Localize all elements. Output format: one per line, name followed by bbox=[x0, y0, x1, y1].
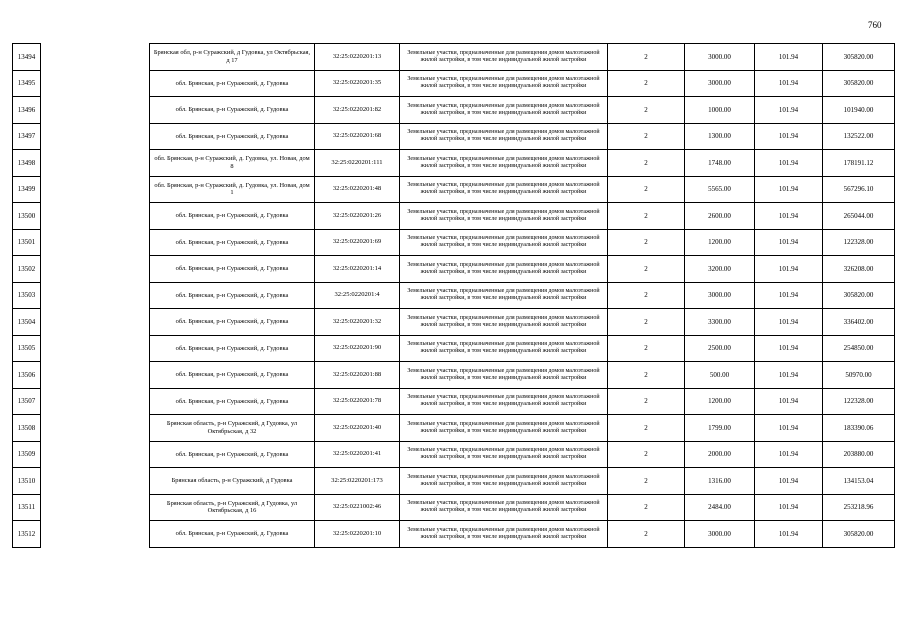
specific-value-cell: 101.94 bbox=[755, 494, 823, 521]
page-number: 760 bbox=[868, 20, 882, 30]
land-use-description-cell: Земельные участки, предназначенные для размещения домов малоэтажной жилой застройки, в том числе индивидуальной жилой застройки bbox=[400, 468, 608, 495]
table-row bbox=[150, 256, 895, 283]
land-use-description-cell: Земельные участки, предназначенные для размещения домов малоэтажной жилой застройки, в том числе индивидуальной жилой застройки bbox=[400, 176, 608, 203]
group-cell: 2 bbox=[608, 521, 685, 548]
table-row bbox=[150, 468, 895, 495]
cadastral-value-cell: 326208.00 bbox=[823, 256, 895, 283]
cadastral-value-cell: 336402.00 bbox=[823, 309, 895, 336]
cadastral-value-cell: 305820.00 bbox=[823, 521, 895, 548]
record-id-cell: 13494 bbox=[13, 44, 41, 71]
address-cell: обл. Брянская, р-н Суражский, д. Гудовка bbox=[150, 229, 315, 256]
group-cell: 2 bbox=[608, 203, 685, 230]
table-row bbox=[13, 70, 41, 97]
land-use-description-cell: Земельные участки, предназначенные для размещения домов малоэтажной жилой застройки, в том числе индивидуальной жилой застройки bbox=[400, 388, 608, 415]
table-row bbox=[150, 203, 895, 230]
land-plot-table bbox=[149, 43, 895, 548]
table-row bbox=[13, 415, 41, 442]
table-row bbox=[150, 229, 895, 256]
table-row bbox=[13, 362, 41, 389]
group-cell: 2 bbox=[608, 309, 685, 336]
area-cell: 1316.00 bbox=[685, 468, 755, 495]
group-cell: 2 bbox=[608, 256, 685, 283]
cadastral-number-cell: 32:25:0220201:14 bbox=[315, 256, 400, 283]
cadastral-number-cell: 32:25:0220201:41 bbox=[315, 441, 400, 468]
table-row bbox=[13, 494, 41, 521]
cadastral-number-cell: 32:25:0220201:68 bbox=[315, 123, 400, 150]
cadastral-number-cell: 32:25:0220201:48 bbox=[315, 176, 400, 203]
cadastral-number-cell: 32:25:0220201:82 bbox=[315, 97, 400, 124]
address-cell: обл. Брянская, р-н Суражский, д. Гудовка bbox=[150, 521, 315, 548]
cadastral-value-cell: 567296.10 bbox=[823, 176, 895, 203]
specific-value-cell: 101.94 bbox=[755, 97, 823, 124]
cadastral-number-cell: 32:25:0220201:69 bbox=[315, 229, 400, 256]
land-use-description-cell: Земельные участки, предназначенные для размещения домов малоэтажной жилой застройки, в том числе индивидуальной жилой застройки bbox=[400, 97, 608, 124]
address-cell: Брянская обл, р-н Суражский, д Гудовка, ул Октябрьская, д 17 bbox=[150, 44, 315, 71]
land-use-description-cell: Земельные участки, предназначенные для размещения домов малоэтажной жилой застройки, в том числе индивидуальной жилой застройки bbox=[400, 203, 608, 230]
table-row bbox=[13, 44, 41, 71]
cadastral-value-cell: 305820.00 bbox=[823, 282, 895, 309]
table-row bbox=[13, 176, 41, 203]
cadastral-number-cell: 32:25:0221002:46 bbox=[315, 494, 400, 521]
address-cell: Брянская область, р-н Суражский, д Гудовка, ул Октябрьская, д 16 bbox=[150, 494, 315, 521]
specific-value-cell: 101.94 bbox=[755, 309, 823, 336]
table-row bbox=[13, 256, 41, 283]
record-id-cell: 13499 bbox=[13, 176, 41, 203]
record-id-cell: 13508 bbox=[13, 415, 41, 442]
record-id-cell: 13507 bbox=[13, 388, 41, 415]
cadastral-value-cell: 265044.00 bbox=[823, 203, 895, 230]
table-row bbox=[150, 388, 895, 415]
address-cell: обл. Брянская, р-н Суражский, д. Гудовка bbox=[150, 203, 315, 230]
land-use-description-cell: Земельные участки, предназначенные для размещения домов малоэтажной жилой застройки, в том числе индивидуальной жилой застройки bbox=[400, 441, 608, 468]
cadastral-value-cell: 305820.00 bbox=[823, 44, 895, 71]
address-cell: обл. Брянская, р-н Суражский, д. Гудовка bbox=[150, 123, 315, 150]
table-row bbox=[13, 123, 41, 150]
record-id-cell: 13495 bbox=[13, 70, 41, 97]
group-cell: 2 bbox=[608, 388, 685, 415]
cadastral-number-cell: 32:25:0220201:4 bbox=[315, 282, 400, 309]
group-cell: 2 bbox=[608, 229, 685, 256]
table-row bbox=[13, 282, 41, 309]
cadastral-number-cell: 32:25:0220201:78 bbox=[315, 388, 400, 415]
specific-value-cell: 101.94 bbox=[755, 335, 823, 362]
record-id-cell: 13505 bbox=[13, 335, 41, 362]
table-row bbox=[13, 203, 41, 230]
area-cell: 3000.00 bbox=[685, 44, 755, 71]
specific-value-cell: 101.94 bbox=[755, 362, 823, 389]
record-id-cell: 13497 bbox=[13, 123, 41, 150]
cadastral-number-cell: 32:25:0220201:88 bbox=[315, 362, 400, 389]
group-cell: 2 bbox=[608, 335, 685, 362]
cadastral-value-cell: 122328.00 bbox=[823, 229, 895, 256]
address-cell: обл. Брянская, р-н Суражский, д. Гудовка bbox=[150, 309, 315, 336]
table-row bbox=[150, 415, 895, 442]
record-id-cell: 13511 bbox=[13, 494, 41, 521]
cadastral-value-cell: 254850.00 bbox=[823, 335, 895, 362]
record-id-cell: 13501 bbox=[13, 229, 41, 256]
table-row bbox=[150, 494, 895, 521]
specific-value-cell: 101.94 bbox=[755, 70, 823, 97]
address-cell: обл. Брянская, р-н Суражский, д. Гудовка bbox=[150, 97, 315, 124]
cadastral-number-cell: 32:25:0220201:13 bbox=[315, 44, 400, 71]
record-id-cell: 13498 bbox=[13, 150, 41, 177]
address-cell: обл. Брянская, р-н Суражский, д. Гудовка bbox=[150, 362, 315, 389]
specific-value-cell: 101.94 bbox=[755, 468, 823, 495]
table-row bbox=[150, 521, 895, 548]
cadastral-value-cell: 203880.00 bbox=[823, 441, 895, 468]
area-cell: 3200.00 bbox=[685, 256, 755, 283]
group-cell: 2 bbox=[608, 123, 685, 150]
cadastral-value-cell: 183390.06 bbox=[823, 415, 895, 442]
group-cell: 2 bbox=[608, 176, 685, 203]
specific-value-cell: 101.94 bbox=[755, 521, 823, 548]
cadastral-value-cell: 50970.00 bbox=[823, 362, 895, 389]
cadastral-number-cell: 32:25:0220201:10 bbox=[315, 521, 400, 548]
group-cell: 2 bbox=[608, 150, 685, 177]
area-cell: 1000.00 bbox=[685, 97, 755, 124]
land-use-description-cell: Земельные участки, предназначенные для размещения домов малоэтажной жилой застройки, в том числе индивидуальной жилой застройки bbox=[400, 256, 608, 283]
group-cell: 2 bbox=[608, 441, 685, 468]
area-cell: 2000.00 bbox=[685, 441, 755, 468]
area-cell: 3000.00 bbox=[685, 521, 755, 548]
group-cell: 2 bbox=[608, 494, 685, 521]
group-cell: 2 bbox=[608, 362, 685, 389]
record-id-cell: 13510 bbox=[13, 468, 41, 495]
address-cell: обл. Брянская, р-н Суражский, д. Гудовка bbox=[150, 256, 315, 283]
area-cell: 2500.00 bbox=[685, 335, 755, 362]
table-row bbox=[13, 229, 41, 256]
table-row bbox=[150, 309, 895, 336]
area-cell: 1799.00 bbox=[685, 415, 755, 442]
specific-value-cell: 101.94 bbox=[755, 176, 823, 203]
group-cell: 2 bbox=[608, 282, 685, 309]
specific-value-cell: 101.94 bbox=[755, 388, 823, 415]
record-id-cell: 13496 bbox=[13, 97, 41, 124]
cadastral-number-cell: 32:25:0220201:111 bbox=[315, 150, 400, 177]
area-cell: 2600.00 bbox=[685, 203, 755, 230]
table-row bbox=[13, 521, 41, 548]
cadastral-number-cell: 32:25:0220201:26 bbox=[315, 203, 400, 230]
table-row bbox=[13, 388, 41, 415]
cadastral-value-cell: 305820.00 bbox=[823, 70, 895, 97]
group-cell: 2 bbox=[608, 44, 685, 71]
cadastral-value-cell: 101940.00 bbox=[823, 97, 895, 124]
table-row bbox=[13, 150, 41, 177]
specific-value-cell: 101.94 bbox=[755, 229, 823, 256]
specific-value-cell: 101.94 bbox=[755, 282, 823, 309]
area-cell: 3300.00 bbox=[685, 309, 755, 336]
table-row bbox=[150, 97, 895, 124]
area-cell: 3000.00 bbox=[685, 282, 755, 309]
cadastral-number-cell: 32:25:0220201:90 bbox=[315, 335, 400, 362]
specific-value-cell: 101.94 bbox=[755, 44, 823, 71]
area-cell: 1200.00 bbox=[685, 229, 755, 256]
table-row bbox=[150, 441, 895, 468]
specific-value-cell: 101.94 bbox=[755, 123, 823, 150]
cadastral-value-cell: 253218.96 bbox=[823, 494, 895, 521]
address-cell: обл. Брянская, р-н Суражский, д. Гудовка bbox=[150, 282, 315, 309]
cadastral-value-cell: 178191.12 bbox=[823, 150, 895, 177]
specific-value-cell: 101.94 bbox=[755, 415, 823, 442]
table-row bbox=[150, 44, 895, 71]
table-row bbox=[150, 176, 895, 203]
cadastral-value-cell: 134153.04 bbox=[823, 468, 895, 495]
area-cell: 1200.00 bbox=[685, 388, 755, 415]
specific-value-cell: 101.94 bbox=[755, 203, 823, 230]
area-cell: 500.00 bbox=[685, 362, 755, 389]
table-row bbox=[150, 70, 895, 97]
address-cell: обл. Брянская, р-н Суражский, д. Гудовка bbox=[150, 70, 315, 97]
record-id-cell: 13500 bbox=[13, 203, 41, 230]
area-cell: 1748.00 bbox=[685, 150, 755, 177]
land-use-description-cell: Земельные участки, предназначенные для размещения домов малоэтажной жилой застройки, в том числе индивидуальной жилой застройки bbox=[400, 229, 608, 256]
table-row bbox=[150, 335, 895, 362]
table-row bbox=[150, 150, 895, 177]
address-cell: обл. Брянская, р-н Суражский, д. Гудовка, ул. Новая, дом 1 bbox=[150, 176, 315, 203]
area-cell: 1300.00 bbox=[685, 123, 755, 150]
record-id-cell: 13509 bbox=[13, 441, 41, 468]
land-use-description-cell: Земельные участки, предназначенные для размещения домов малоэтажной жилой застройки, в том числе индивидуальной жилой застройки bbox=[400, 415, 608, 442]
record-id-cell: 13503 bbox=[13, 282, 41, 309]
cadastral-value-cell: 122328.00 bbox=[823, 388, 895, 415]
land-use-description-cell: Земельные участки, предназначенные для размещения домов малоэтажной жилой застройки, в том числе индивидуальной жилой застройки bbox=[400, 362, 608, 389]
land-use-description-cell: Земельные участки, предназначенные для размещения домов малоэтажной жилой застройки, в том числе индивидуальной жилой застройки bbox=[400, 494, 608, 521]
record-id-cell: 13512 bbox=[13, 521, 41, 548]
table-row bbox=[13, 309, 41, 336]
address-cell: обл. Брянская, р-н Суражский, д. Гудовка bbox=[150, 388, 315, 415]
record-id-cell: 13504 bbox=[13, 309, 41, 336]
table-row bbox=[13, 335, 41, 362]
specific-value-cell: 101.94 bbox=[755, 150, 823, 177]
land-use-description-cell: Земельные участки, предназначенные для размещения домов малоэтажной жилой застройки, в том числе индивидуальной жилой застройки bbox=[400, 123, 608, 150]
table-row bbox=[13, 468, 41, 495]
cadastral-number-cell: 32:25:0220201:35 bbox=[315, 70, 400, 97]
record-id-table bbox=[12, 43, 41, 548]
table-row bbox=[150, 362, 895, 389]
table-row bbox=[13, 441, 41, 468]
table-row bbox=[13, 97, 41, 124]
group-cell: 2 bbox=[608, 70, 685, 97]
land-use-description-cell: Земельные участки, предназначенные для размещения домов малоэтажной жилой застройки, в том числе индивидуальной жилой застройки bbox=[400, 309, 608, 336]
land-use-description-cell: Земельные участки, предназначенные для размещения домов малоэтажной жилой застройки, в том числе индивидуальной жилой застройки bbox=[400, 335, 608, 362]
specific-value-cell: 101.94 bbox=[755, 256, 823, 283]
land-use-description-cell: Земельные участки, предназначенные для размещения домов малоэтажной жилой застройки, в том числе индивидуальной жилой застройки bbox=[400, 44, 608, 71]
address-cell: обл. Брянская, р-н Суражский, д. Гудовка bbox=[150, 441, 315, 468]
table-row bbox=[150, 282, 895, 309]
cadastral-number-cell: 32:25:0220201:32 bbox=[315, 309, 400, 336]
cadastral-number-cell: 32:25:0220201:173 bbox=[315, 468, 400, 495]
address-cell: обл. Брянская, р-н Суражский, д. Гудовка bbox=[150, 335, 315, 362]
record-id-cell: 13506 bbox=[13, 362, 41, 389]
land-use-description-cell: Земельные участки, предназначенные для размещения домов малоэтажной жилой застройки, в том числе индивидуальной жилой застройки bbox=[400, 70, 608, 97]
area-cell: 2484.00 bbox=[685, 494, 755, 521]
address-cell: обл. Брянская, р-н Суражский, д. Гудовка, ул. Новая, дом 8 bbox=[150, 150, 315, 177]
group-cell: 2 bbox=[608, 468, 685, 495]
group-cell: 2 bbox=[608, 97, 685, 124]
area-cell: 5565.00 bbox=[685, 176, 755, 203]
specific-value-cell: 101.94 bbox=[755, 441, 823, 468]
land-use-description-cell: Земельные участки, предназначенные для размещения домов малоэтажной жилой застройки, в том числе индивидуальной жилой застройки bbox=[400, 521, 608, 548]
cadastral-number-cell: 32:25:0220201:40 bbox=[315, 415, 400, 442]
group-cell: 2 bbox=[608, 415, 685, 442]
address-cell: Брянская область, р-н Суражский, д Гудовка, ул Октябрьская, д 32 bbox=[150, 415, 315, 442]
table-row bbox=[150, 123, 895, 150]
address-cell: Брянская область, р-н Суражский, д Гудовка bbox=[150, 468, 315, 495]
area-cell: 3000.00 bbox=[685, 70, 755, 97]
record-id-cell: 13502 bbox=[13, 256, 41, 283]
land-use-description-cell: Земельные участки, предназначенные для размещения домов малоэтажной жилой застройки, в том числе индивидуальной жилой застройки bbox=[400, 282, 608, 309]
cadastral-value-cell: 132522.00 bbox=[823, 123, 895, 150]
land-use-description-cell: Земельные участки, предназначенные для размещения домов малоэтажной жилой застройки, в том числе индивидуальной жилой застройки bbox=[400, 150, 608, 177]
